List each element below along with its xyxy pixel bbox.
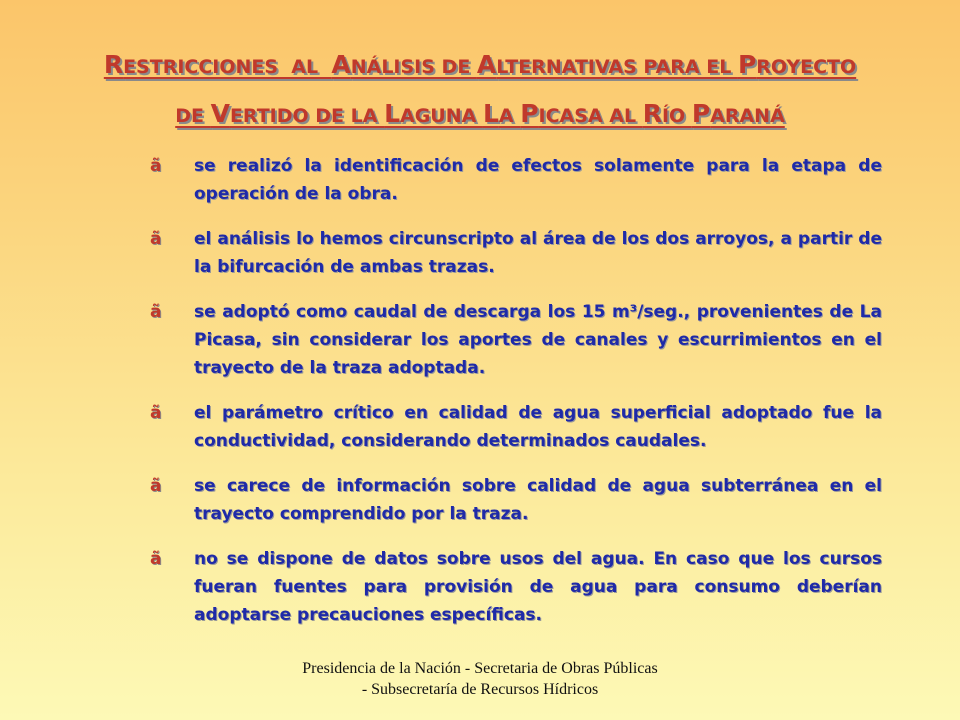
title-segment: ARANÁ [710, 105, 785, 127]
bullet-text: el análisis lo hemos circunscripto al área de los dos arroyos, a partir de la bifurcación de ambas trazas. [194, 229, 882, 277]
title-segment: R [642, 99, 662, 128]
list-item [150, 225, 882, 281]
bullet-arrow-icon: ã [150, 229, 162, 249]
title-line-1 [0, 40, 960, 89]
title-segment: P [520, 99, 539, 128]
title-segment: AGUNA [400, 105, 483, 127]
bullet-text: se adoptó como caudal de descarga los 15 m³/seg., provenientes de La Picasa, sin considerar los aportes de canales y escurrimientos en el trayecto de la traza adoptada. [194, 302, 882, 378]
list-item [150, 472, 882, 528]
list-item [150, 545, 882, 629]
title-segment: P [737, 50, 757, 79]
title-segment: L [482, 99, 499, 128]
title-segment: R [103, 50, 124, 79]
bullet-text: se realizó la identificación de efectos solamente para la etapa de operación de la obra. [194, 156, 882, 204]
bullet-arrow-icon: ã [150, 156, 162, 176]
list-item [150, 298, 882, 382]
title-segment: DE [175, 105, 211, 127]
bullet-arrow-icon: ã [150, 549, 162, 569]
title-segment: ERTIDO DE LA [229, 105, 385, 127]
title-segment: A [476, 50, 497, 79]
bullet-text: no se dispone de datos sobre usos del agua. En caso que los cursos fueran fuentes para provisión de agua para consumo deberían adoptarse precauciones específicas. [194, 549, 882, 625]
title-segment: ICASA AL [538, 105, 643, 127]
list-item [150, 399, 882, 455]
bullet-text: el parámetro crítico en calidad de agua superficial adoptado fue la conductividad, considerando determinados caudales. [194, 403, 882, 451]
bullet-arrow-icon: ã [150, 403, 162, 423]
title-segment: ESTRICCIONES AL [123, 56, 332, 78]
title-segment: P [691, 99, 711, 128]
title-segment: A [331, 50, 351, 79]
title-segment: LTERNATIVAS PARA EL [496, 56, 738, 78]
bullet-list [150, 152, 882, 646]
title-segment: ROYECTO [756, 56, 857, 78]
title-segment: V [210, 99, 230, 128]
bullet-text: se carece de información sobre calidad de agua subterránea en el trayecto comprendido por la traza. [194, 476, 882, 524]
bullet-arrow-icon: ã [150, 476, 162, 496]
footer-credits: Presidencia de la Nación - Secretaria de Obras Públicas - Subsecretaría de Recursos Hídricos [302, 660, 658, 698]
title-segment: A [498, 105, 521, 127]
title-segment: ÍO [661, 105, 692, 127]
slide-title [0, 40, 960, 138]
title-segment: L [384, 99, 400, 128]
title-line-2 [0, 89, 960, 138]
title-segment: NÁLISIS DE [350, 56, 477, 78]
list-item [150, 152, 882, 208]
bullet-arrow-icon: ã [150, 302, 162, 322]
